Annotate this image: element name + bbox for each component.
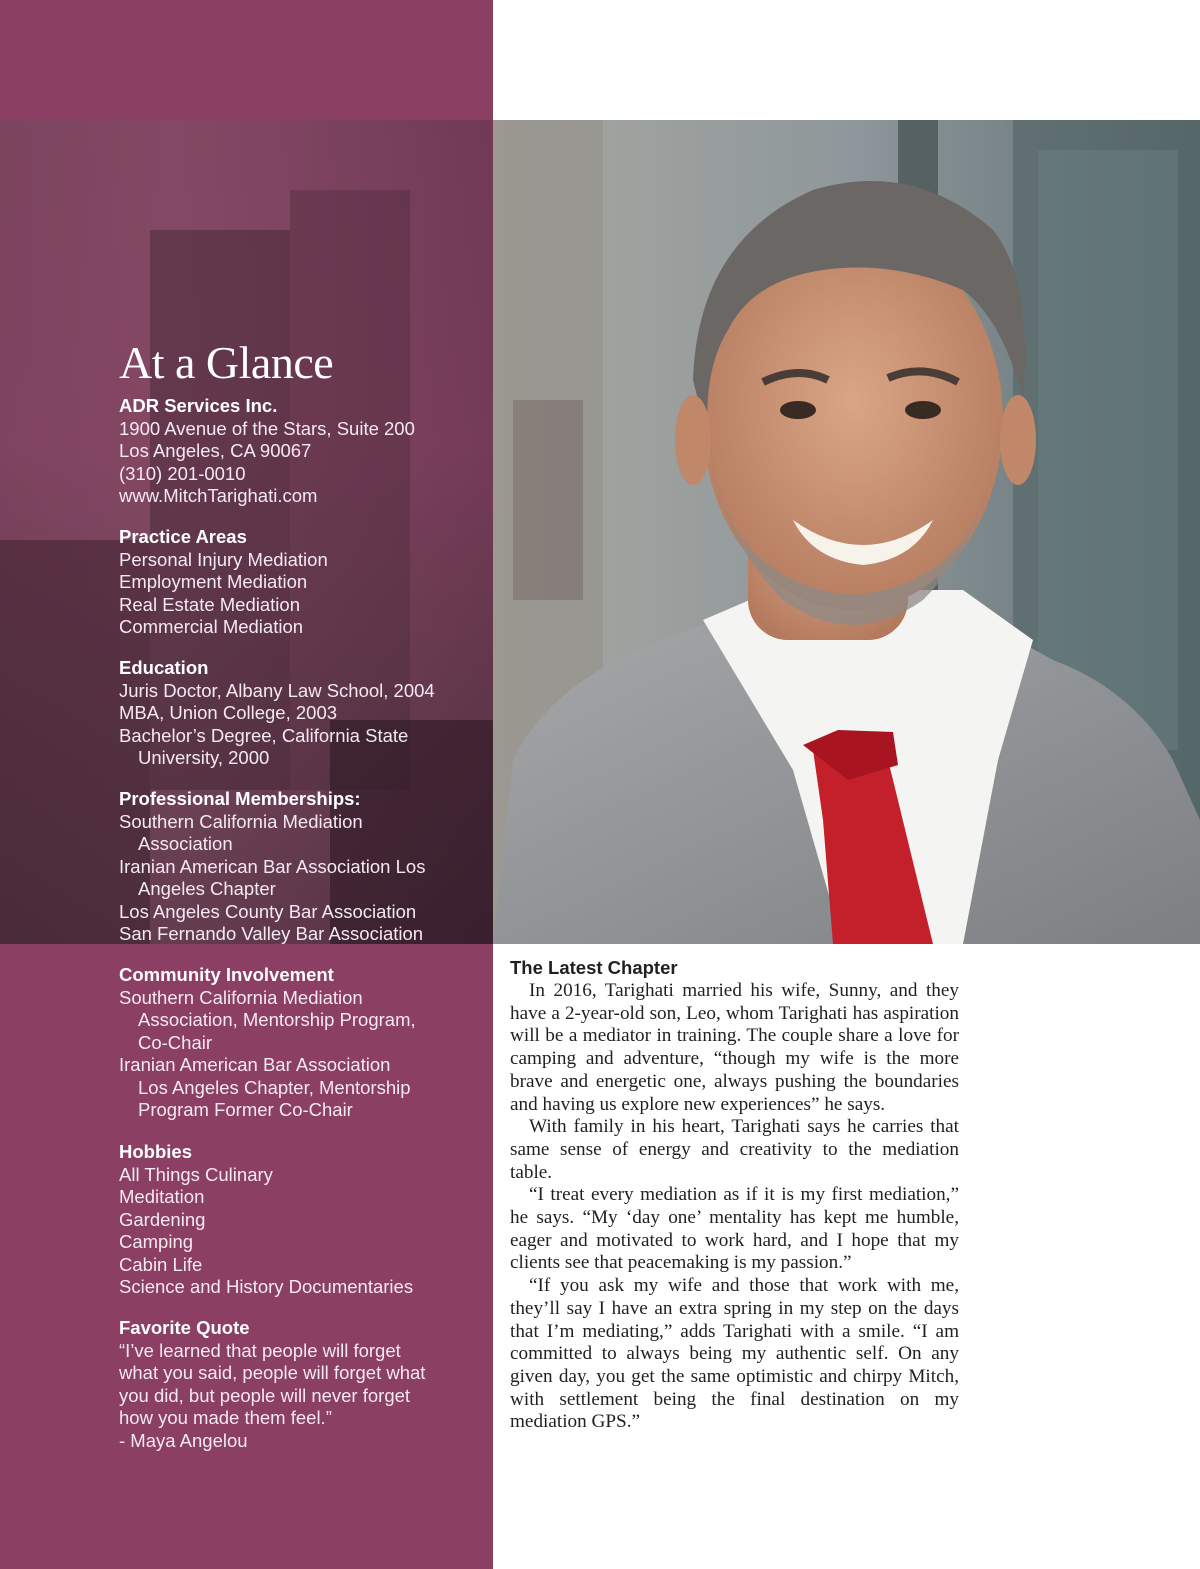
community-item: Iranian American Bar Association xyxy=(119,1054,391,1075)
memberships-section xyxy=(119,788,469,946)
community-item: Southern California Mediation xyxy=(119,986,363,1008)
company-website: www.MitchTarighati.com xyxy=(119,485,318,506)
article-paragraph: “If you ask my wife and those that work with me, they’ll say I have an extra spring in my step on the days that I’m mediating,” adds Tarighati with a smile. “I am committed to always being my authentic self. On any given day, you get the same optimistic and chirpy Mitch, with settlement being the final destination on my mediation GPS.” xyxy=(510,1275,959,1433)
hobbies-section xyxy=(119,1141,469,1299)
practice-area-item: Employment Mediation xyxy=(119,571,308,592)
community-item-continued: Co-Chair xyxy=(138,1031,213,1053)
education-item: Juris Doctor, Albany Law School, 2004 xyxy=(119,679,435,701)
education-item: Bachelor’s Degree, California State xyxy=(119,724,409,746)
article-paragraph: In 2016, Tarighati married his wife, Sunny, and they have a 2-year-old son, Leo, whom Tarighati has aspiration will be a mediator in training. The couple share a love for camping and adventure, “though my wife is the more brave and energetic one, always pushing the boundaries and having us explore new experiences” he says. xyxy=(510,980,959,1115)
practice-area-item: Real Estate Mediation xyxy=(119,593,300,615)
quote-line: what you said, people will forget what xyxy=(119,1362,426,1383)
favorite-quote-heading: Favorite Quote xyxy=(119,1317,250,1338)
at-a-glance-title: At a Glance xyxy=(119,337,334,388)
hobby-item: All Things Culinary xyxy=(119,1163,273,1185)
practice-areas-heading: Practice Areas xyxy=(119,526,247,547)
practice-area-item: Personal Injury Mediation xyxy=(119,548,328,570)
quote-line: how you made them feel.” xyxy=(119,1407,332,1428)
education-heading: Education xyxy=(119,657,209,678)
community-section xyxy=(119,964,469,1122)
membership-item: Los Angeles County Bar Association xyxy=(119,900,417,922)
quote-attribution: - Maya Angelou xyxy=(119,1429,248,1451)
hobby-item: Gardening xyxy=(119,1208,206,1230)
company-address-line-2: Los Angeles, CA 90067 xyxy=(119,440,312,461)
company-phone: (310) 201-0010 xyxy=(119,462,246,484)
membership-item-continued: Angeles Chapter xyxy=(138,878,276,899)
hobby-item: Science and History Documentaries xyxy=(119,1276,414,1297)
community-item-continued: Association, Mentorship Program, xyxy=(138,1009,416,1030)
community-item-continued: Los Angeles Chapter, Mentorship xyxy=(138,1076,411,1098)
community-heading: Community Involvement xyxy=(119,964,334,985)
membership-item: Southern California Mediation xyxy=(119,810,363,832)
portrait-photo xyxy=(493,120,1200,944)
company-name: ADR Services Inc. xyxy=(119,395,278,416)
education-item-continued: University, 2000 xyxy=(138,747,270,768)
memberships-heading: Professional Memberships: xyxy=(119,788,361,809)
favorite-quote-section xyxy=(119,1317,469,1452)
hobby-item: Cabin Life xyxy=(119,1253,203,1275)
quote-line: you did, but people will never forget xyxy=(119,1384,411,1406)
article-heading: The Latest Chapter xyxy=(510,957,678,978)
membership-item: San Fernando Valley Bar Association xyxy=(119,923,424,944)
quote-line: “I’ve learned that people will forget xyxy=(119,1339,401,1361)
membership-item-continued: Association xyxy=(138,833,233,854)
article-paragraph: With family in his heart, Tarighati says he carries that same sense of energy and creativity to the mediation table. xyxy=(510,1116,959,1183)
practice-areas-section xyxy=(119,526,469,639)
education-item: MBA, Union College, 2003 xyxy=(119,702,338,723)
company-info xyxy=(119,395,469,508)
article-body xyxy=(510,956,959,1434)
hobbies-heading: Hobbies xyxy=(119,1141,192,1162)
company-address-line-1: 1900 Avenue of the Stars, Suite 200 xyxy=(119,417,415,439)
hobby-item: Meditation xyxy=(119,1186,205,1207)
practice-area-item: Commercial Mediation xyxy=(119,616,304,637)
membership-item: Iranian American Bar Association Los xyxy=(119,855,426,877)
article-paragraph: “I treat every mediation as if it is my first mediation,” he says. “My ‘day one’ mentality has kept me humble, eager and motivated to work hard, and I hope that my clients see that peacemaking is my passion.” xyxy=(510,1184,959,1274)
community-item-continued: Program Former Co-Chair xyxy=(138,1099,353,1120)
education-section xyxy=(119,657,469,770)
hobby-item: Camping xyxy=(119,1231,194,1252)
